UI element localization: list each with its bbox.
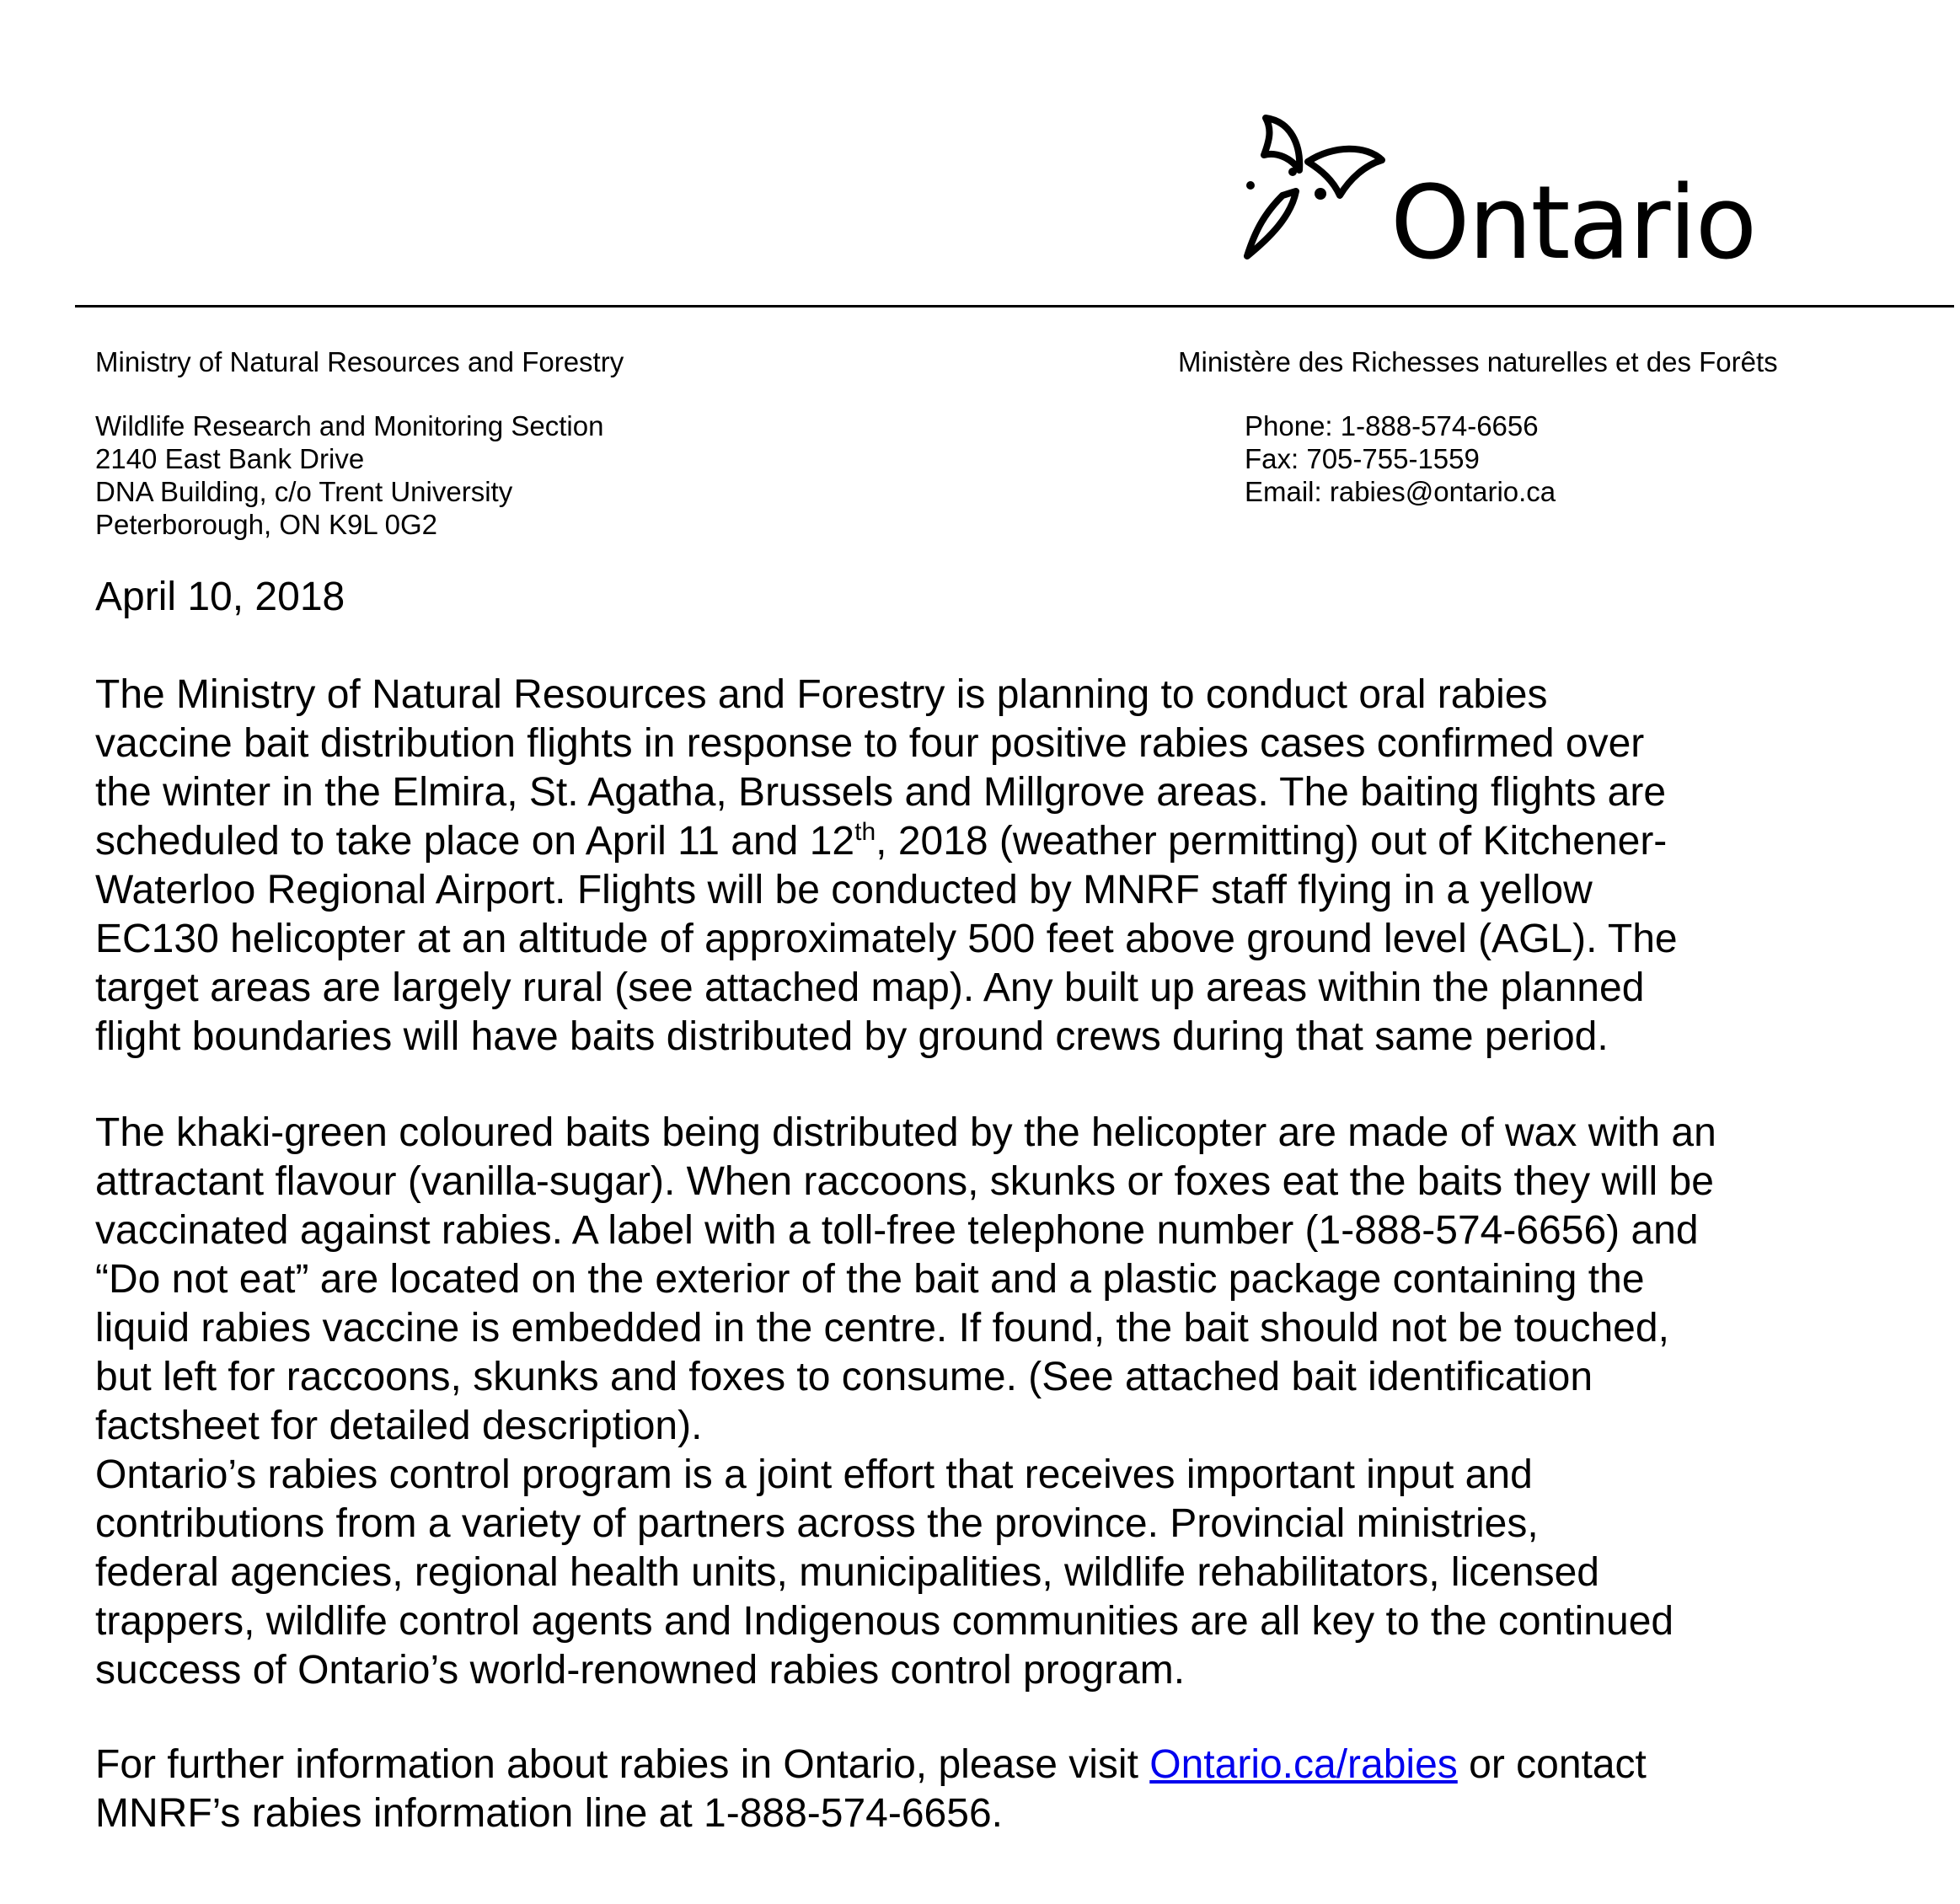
paragraph-3: [95, 1741, 1647, 1838]
text-line: Ontario’s rabies control program is a joint effort that receives important input and: [95, 1452, 1533, 1497]
text-line: vaccine bait distribution flights in response to four positive rabies cases confirmed over: [95, 721, 1645, 766]
text-line: but left for raccoons, skunks and foxes to consume. (See attached bait identification: [95, 1355, 1593, 1399]
paragraph-2: [95, 1109, 1716, 1695]
address-line: Peterborough, ON K9L 0G2: [95, 509, 438, 540]
letter-date: April 10, 2018: [95, 575, 345, 619]
text-line: target areas are largely rural (see attached map). Any built up areas within the planned: [95, 965, 1645, 1010]
text-line: federal agencies, regional health units, municipalities, wildlife rehabilitators, licensed: [95, 1550, 1599, 1595]
text-line: [95, 1741, 1647, 1789]
text-line: flight boundaries will have baits distributed by ground crews during that same period.: [95, 1014, 1609, 1059]
address-block: [95, 409, 603, 541]
address-line: Wildlife Research and Monitoring Section: [95, 410, 604, 441]
address-line: DNA Building, c/o Trent University: [95, 476, 513, 507]
rabies-info-link[interactable]: Ontario.ca/rabies: [1149, 1742, 1458, 1787]
text-line: factsheet for detailed description).: [95, 1404, 703, 1448]
text-segment: For further information about rabies in Ontario, please visit: [95, 1742, 1150, 1787]
text-line: liquid rabies vaccine is embedded in the centre. If found, the bait should not be touched,: [95, 1306, 1669, 1350]
text-line: “Do not eat” are located on the exterior of the bait and a plastic package containing the: [95, 1257, 1645, 1302]
ministry-name-fr: Ministère des Richesses naturelles et des Forêts: [1178, 346, 1778, 377]
text-line: The Ministry of Natural Resources and Forestry is planning to conduct oral rabies: [95, 672, 1548, 717]
trillium-icon: [1232, 111, 1392, 271]
ministry-name-en: Ministry of Natural Resources and Forestry: [95, 346, 624, 377]
fax-line: Fax: 705-755-1559: [1245, 443, 1480, 474]
email-line: Email: rabies@ontario.ca: [1245, 476, 1556, 507]
text-line: success of Ontario’s world-renowned rabies control program.: [95, 1648, 1186, 1693]
text-line: Waterloo Regional Airport. Flights will be conducted by MNRF staff flying in a yellow: [95, 868, 1593, 912]
ontario-logo: [1232, 111, 1756, 282]
contact-block: [1245, 409, 1556, 508]
text-line: contributions from a variety of partners across the province. Provincial ministries,: [95, 1501, 1539, 1546]
text-segment: or contact: [1457, 1742, 1647, 1787]
phone-line: Phone: 1-888-574-6656: [1245, 410, 1539, 441]
text-line: attractant flavour (vanilla-sugar). When raccoons, skunks or foxes eat the baits they will be: [95, 1159, 1714, 1204]
logo-wordmark: Ontario: [1390, 165, 1756, 282]
text-line: the winter in the Elmira, St. Agatha, Brussels and Millgrove areas. The baiting flights are: [95, 770, 1667, 815]
superscript: th: [854, 818, 876, 846]
text-segment: scheduled to take place on April 11 and 12: [95, 819, 855, 864]
text-line: MNRF’s rabies information line at 1-888-574-6656.: [95, 1791, 1003, 1836]
text-segment: , 2018 (weather permitting) out of Kitchener-: [876, 819, 1668, 864]
text-line: The khaki-green coloured baits being distributed by the helicopter are made of wax with an: [95, 1110, 1716, 1155]
text-line: EC130 helicopter at an altitude of approximately 500 feet above ground level (AGL). The: [95, 917, 1678, 961]
text-line: [95, 817, 1678, 866]
paragraph-1: [95, 671, 1678, 1062]
text-line: vaccinated against rabies. A label with a toll-free telephone number (1-888-574-6656) and: [95, 1208, 1699, 1253]
text-line: trappers, wildlife control agents and Indigenous communities are all key to the continued: [95, 1599, 1674, 1644]
header-divider: [75, 305, 1954, 308]
address-line: 2140 East Bank Drive: [95, 443, 365, 474]
